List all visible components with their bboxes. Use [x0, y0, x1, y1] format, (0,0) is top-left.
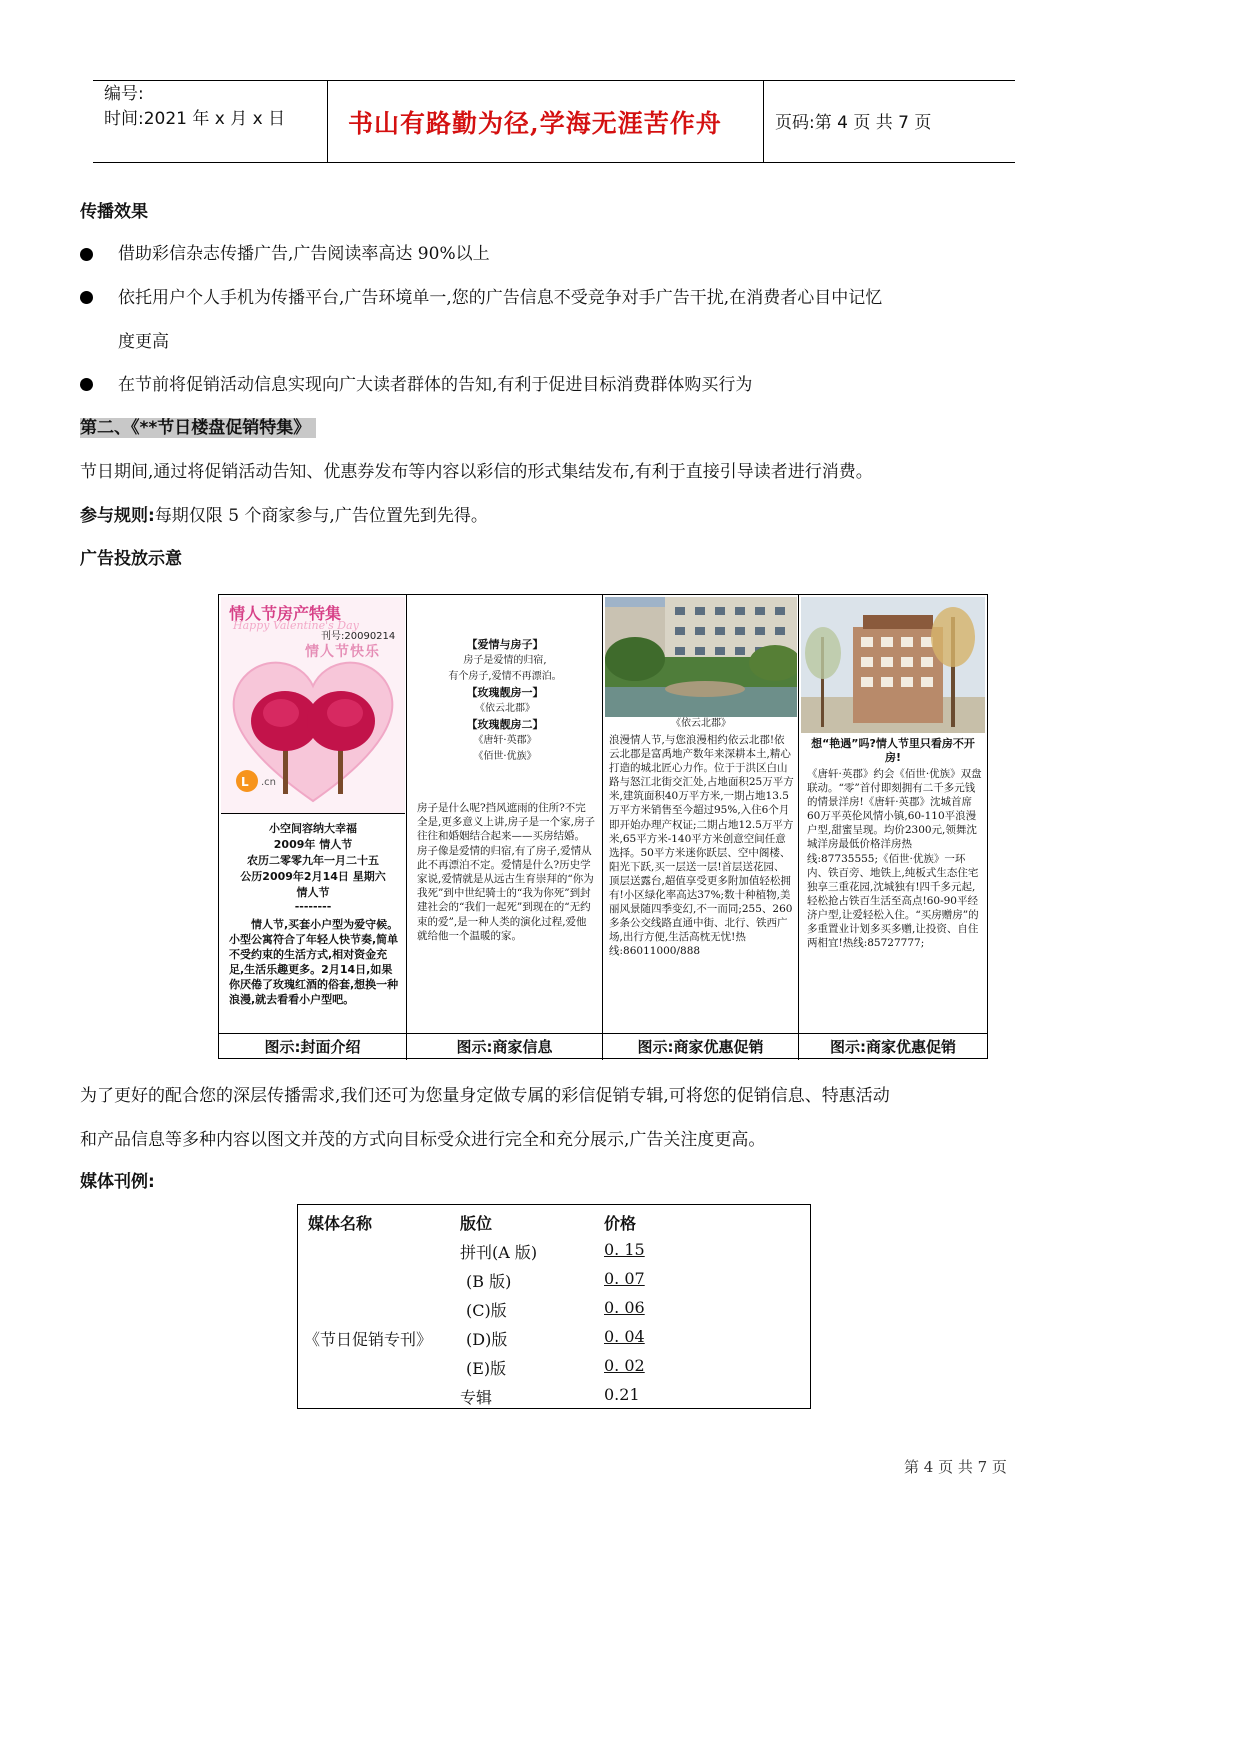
bullet-dot: [80, 378, 93, 391]
table-cell-position: (E)版: [466, 1359, 507, 1378]
info-line: 【玫瑰靓房一】: [466, 686, 544, 699]
ad-strip: [218, 594, 988, 1059]
info-line: 【爱情与房子】: [466, 638, 544, 651]
caption-promo: 图示:商家优惠促销: [603, 1033, 799, 1060]
table-cell-position: (B 版): [466, 1272, 512, 1291]
table-cell-media-name: 《节日促销专刊》: [304, 1330, 433, 1349]
caption-cover: 图示:封面介绍: [219, 1033, 407, 1060]
closing-paragraph-continued: 和产品信息等多种内容以图文并茂的方式向目标受众进行完全和充分展示,广告关注度更高。: [80, 1130, 766, 1150]
media-rate-table: [297, 1204, 811, 1409]
table-header: 媒体名称: [308, 1214, 373, 1233]
doc-number-label: 编号:: [104, 84, 144, 104]
cover-line: 2009年 情人节: [273, 838, 353, 851]
heart-roses-illustration: [221, 641, 405, 811]
promo-body: 浪漫情人节,与您浪漫相约依云北郡!依云北郡是富禹地产数年来深耕本土,精心打造的城北匠心力作。位于于洪区白山路与怒江北街交汇处,占地面积25万平方米,建筑面积40万平方米,一期占地13.5万平方米销售至今超过95%,入住6个月即开始办理产权证;二期占地12.5万平方米,65平方米-140平方米创意空间任意选择。50平方米迷你跃层、空中阁楼、阳光下跃,买一层送一层!首层送花园、顶层送露台,超值享受更多附加值轻松拥有!小区绿化率高达37%;数十种植物,美丽风景随四季变幻,不一而同;255、260多条公交线路直通中街、北行、铁西广场,出行方便,生活高枕无忧!热线:86011000/888: [609, 734, 794, 958]
section-intro: 节日期间,通过将促销活动告知、优惠券发布等内容以彩信的形式集结发布,有利于直接引导读者进行消费。: [80, 462, 873, 482]
table-cell-price: 0. 02: [604, 1356, 645, 1375]
media-label: 媒体刊例:: [80, 1172, 155, 1192]
table-header: 版位: [460, 1214, 493, 1233]
header-divider: [763, 80, 764, 163]
section-heading-highlight: 第二、《**节日楼盘促销特集》: [80, 418, 316, 438]
rule-label: 参与规则:: [80, 506, 155, 526]
rule-text: 每期仅限 5 个商家参与,广告位置先到先得。: [154, 506, 488, 526]
cover-line: 公历2009年2月14日 星期六: [240, 870, 386, 883]
cover-panel: [219, 595, 407, 1033]
table-cell-position: (C)版: [466, 1301, 507, 1320]
table-cell-price: 0. 06: [604, 1298, 645, 1317]
cover-banner: 情人节快乐: [305, 644, 380, 660]
table-cell-price: 0.21: [604, 1385, 640, 1404]
cover-title: 情人节房产特集: [229, 604, 342, 623]
cover-logo: .cn: [261, 777, 277, 788]
info-line: 有个房子,爱情不再漂泊。: [448, 671, 562, 682]
bullet-text: 在节前将促销活动信息实现向广大读者群体的告知,有利于促进目标消费群体购买行为: [118, 375, 753, 395]
caption-merchant-info: 图示:商家信息: [407, 1033, 603, 1060]
promo-body: 《唐轩·英郡》约会《佰世·优族》双盘联动。“零”首付即刻拥有二千多元钱的情景洋房!《唐轩·英郡》沈城首席60万平英伦风情小镇,60-110平浪漫户型,甜蜜呈现。均价2300元,领舞沈城洋房最低价格洋房热线:87735555;《佰世·优族》一环内、铁百旁、地铁上,纯板式生态住宅独享三重花园,沈城独有!四千多元起,轻松抢占铁百生活至高点!60-90平经济户型,让爱轻松入住。“买房赠房”的多重置业计划多买多赠,让投资、自住两相宜!热线:85727777;: [807, 768, 982, 950]
table-header: 价格: [604, 1214, 637, 1233]
cover-divider: --------: [294, 900, 332, 913]
footer-page-number: 第 4 页 共 7 页: [904, 1458, 1007, 1476]
info-body: 房子是什么呢?挡风遮雨的住所?不完全是,更多意义上讲,房子是一个家,房子往往和婚姻结合起来——买房结婚。房子像是爱情的归宿,有了房子,爱情从此不再漂泊不定。爱情是什么?历史学家说,爱情就是从远古生育崇拜的“你为我死”到中世纪骑士的“我为你死”到封建社会的“我们一起死”到现在的“无约束的爱”,是一种人类的演化过程,爱他就给他一个温暖的家。: [417, 802, 596, 942]
page-indicator: 页码:第 4 页 共 7 页: [775, 113, 932, 133]
merchant-info-panel: [407, 595, 603, 1033]
info-line: 房子是爱情的归宿,: [463, 655, 547, 666]
svg-text:L: L: [241, 775, 249, 789]
section-title: 传播效果: [80, 202, 148, 222]
cover-image: [221, 597, 405, 814]
cover-script: Happy Valentine's Day: [233, 619, 359, 632]
bullet-text: 依托用户个人手机为传播平台,广告环境单一,您的广告信息不受竞争对手广告干扰,在消费者心目中记忆: [118, 288, 883, 308]
promo-panel-two: [799, 595, 987, 1033]
header-divider: [327, 80, 328, 163]
info-line: 《依云北郡》: [475, 703, 535, 714]
info-line: 《佰世·优族》: [473, 751, 537, 762]
cover-line: 农历二零零九年一月二十五: [247, 854, 379, 867]
table-cell-price: 0. 15: [604, 1240, 645, 1259]
cover-headline: 小空间容纳大幸福: [269, 822, 357, 835]
bullet-text-continued: 度更高: [118, 332, 169, 352]
bullet-text: 借助彩信杂志传播广告,广告阅读率高达 90%以上: [118, 244, 490, 264]
table-cell-price: 0. 07: [604, 1269, 645, 1288]
bullet-dot: [80, 248, 93, 261]
info-line: 【玫瑰靓房二】: [466, 718, 544, 731]
table-cell-price: 0. 04: [604, 1327, 645, 1346]
doc-time-label: 时间:2021 年 x 月 x 日: [104, 109, 286, 129]
ad-illustration-title: 广告投放示意: [80, 549, 182, 569]
closing-paragraph: 为了更好的配合您的深层传播需求,我们还可为您量身定做专属的彩信促销专辑,可将您的促销信息、特惠活动: [80, 1086, 890, 1106]
table-cell-position: 拼刊(A 版): [460, 1243, 538, 1262]
header-bottom-rule: [93, 162, 1015, 163]
participation-rule: [80, 504, 488, 528]
photo-caption: 《依云北郡》: [671, 718, 731, 729]
table-cell-position: 专辑: [460, 1388, 493, 1407]
header-motto: 书山有路勤为径,学海无涯苦作舟: [348, 109, 722, 138]
cover-body: 情人节,买套小户型为爱守候。小型公寓符合了年轻人快节奏,简单不受约束的生活方式,相对资金充足,生活乐趣更多。2月14日,如果你厌倦了玫瑰红酒的俗套,想换一种浪漫,就去看看小户型吧。: [229, 918, 399, 1006]
residential-photo: [605, 597, 797, 717]
section-heading: [80, 416, 316, 440]
table-cell-position: (D)版: [466, 1330, 508, 1349]
apartment-rendering: [801, 597, 985, 733]
header-top-rule: [93, 80, 1015, 81]
cover-line: 情人节: [296, 886, 330, 899]
cover-issue: 刊号:20090214: [321, 631, 396, 642]
promo-panel-one: [603, 595, 799, 1033]
bullet-dot: [80, 291, 93, 304]
promo-headline: 想“艳遇”吗?情人节里只看房不开房!: [811, 737, 975, 764]
caption-promo: 图示:商家优惠促销: [799, 1033, 987, 1060]
info-line: 《唐轩·英郡》: [473, 735, 537, 746]
